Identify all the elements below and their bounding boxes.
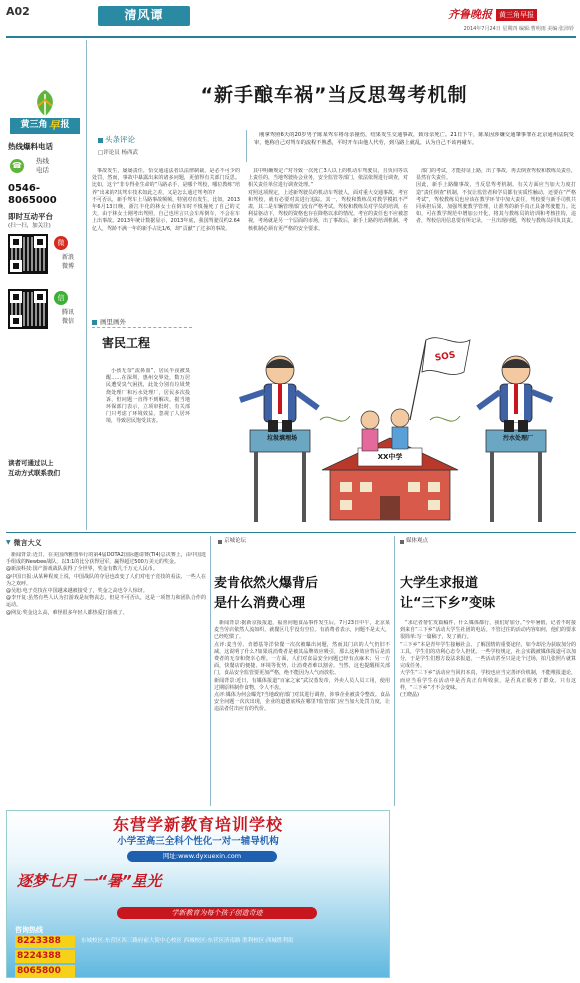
cartoon-sign-right: 污水处理厂 xyxy=(502,435,533,442)
commentary-col1: 事故发生，屡屡责任，恰交通违法者以法律制裁，是必不可少的处罚，然而，事故中暴露出来的诸多问题，更值得有关部门反思。比如，这个“非专得业生命的”马路杀手，是哪个驾校，哪位教练“培养”出来的?其驾车技术如此之差，又是怎么通过驾考的? 不可否认，新手驾车上马路事故频频，特别对有发生，比如，2013年6月13日晚，浙江丰化的林女士在倒车时不慎撞死了自己的丈夫，由于林女士刚考出驾照，自己也坦言只会车库倒车，不会在车上出事故。2013年统计数据显示，2013年底，我国驾驶员约2.64亿人，驾龄不满一年的新手占比1/6，却“贡献”了过多的事故。 xyxy=(92,168,240,232)
interact-title: 即时互动平台 xyxy=(8,212,53,221)
paper-logo xyxy=(448,7,537,23)
phone-icon: ☎ xyxy=(10,159,24,173)
cartoon-sign-school: XX中学 xyxy=(377,453,403,461)
square-bullet-icon xyxy=(92,320,97,325)
cartoon-section-label-text: 画里画外 xyxy=(100,318,126,326)
commentary-label xyxy=(98,135,188,158)
commentary-col3: 部门的考试，才能持证上路，出了事故，再去倒查驾校和教练员责任，显然有失责任。 因此，新手上路酿事故，当反思驾考机制。有关方面应当加大力度打造“责任倒查”机制，不仅让监管者和学员都有实质性触动，还要在“严格考试”，驾校教练员也应该在教学环节中加大责任，驾校要与新手司机共同承担后果，加强驾驶教学管理，让准驾的新手真正具备驾驶能力。比如，可在教学规范中增加公开化，将其与教练员的培训和考核挂钩，违者，驾校信用信息要有所记录，一旦出现问题，驾校与教练员同负其责。 xyxy=(416,168,576,225)
logo-text-bao: 报 xyxy=(60,120,70,131)
cartoon-illustration xyxy=(190,320,576,530)
header-rule xyxy=(6,36,576,38)
hotline-number: 0546- 8065000 xyxy=(8,183,57,206)
hotline-title: 热线爆料电话 xyxy=(8,142,53,151)
ad-promo: 逐梦七月 一“暑”星光 xyxy=(17,872,162,890)
sidebar xyxy=(6,40,84,556)
logo-text-zao: 早 xyxy=(48,119,60,133)
ad-schools: 东城校区:东营区西三路府前大街中心校区 西城校区:东营区济南路 胜利校区:西城胜利街 xyxy=(81,938,294,944)
ad-phone: 8223388 xyxy=(15,935,75,948)
col-a-title: 麦肯依然火爆背后 是什么消费心理 xyxy=(214,576,319,611)
middle-rule xyxy=(6,532,576,533)
col-divider-1 xyxy=(210,536,211,806)
commentary-lead: 刚拿驾照6天的20岁男子陈某驾车将母亲撞伤，结果发生交通事故，致母亲死亡。21日下午，陈某因涉嫌交通肇事罪在北京通州法院受审，他称自己对驾车的流程不熟悉，平时开车由他人代劳，到马路上就乱，认为自己不该再碰车。 xyxy=(254,132,574,146)
ad-promo2: 学新教育为每个孩子创造奇迹 xyxy=(117,907,317,919)
ad-phone: 8065800 xyxy=(15,965,75,978)
commentary-col2: 其中明确规定:“对导致一次死亡3人以上的机动车驾驶员，且负同等以上责任的，当地驾驶协会业务，安全监管等部门，依法依规进行调查，对相关责任单位进行调查处理。” 对照这项规定，上述新驾驶员的机动车驾驶人，面对重大交通事故，考官和驾校，就有必要对其进行追踪。其一，驾校和教练员对教学模拟不严肃，其二是车辆管理部门没有严格考试。驾校和教练员对学员的培训，在利益驱动下，驾校的资格也存在降格以求的情况。考官的责任也不应被忽视，考场就是另一个层面的市场，出了事故后，新手上路的培训机制、考核机制必须有更严格的安全要求。 xyxy=(248,168,408,232)
paper-sub-badge: 黄三角早报 xyxy=(496,9,537,21)
col-a-text: 新闻背景:据新京报报道，福喜问题食品事件发生后，7月23日中午，北京某麦当劳店依然人流如织，就餐区几乎没有空位。有消费者表示，问题不是太大，已经吃惯了。 点评:麦当劳、肯德基等洋快餐一次次被曝出问题，然而其门店的人气仍旧不减，这说明了什么?如果说消费者是被其品牌效应吸引，那么这种效应背后是消费者的无奈和侥幸心理。一方面，人们对食品安全问题已经有点麻木；另一方面，快餐店的便捷、环境等优势，让消费者难以割舍。当然，这也提醒相关部门，食品安全监管要更加严格，绝不能因为人气而放松。 新闻背景:近日，有媒体报道“百家之家”武汉蒸发帝，外卖人员人员工用，使用过期原料制作食物，令人不齿。 点评:媒体为何会曝光?当地政府部门对其进行调查，涉事企业被责令整改。食品安全问题一次次出现，企业的道德底线在哪里?监管部门应当加大处罚力度，让违法者付出应有的代价。 xyxy=(214,620,390,713)
ad-hotline-label: 咨询热线 xyxy=(15,926,43,934)
col-divider-2 xyxy=(394,536,395,806)
col-b-title: 大学生求报道 让“三下乡”变味 xyxy=(400,576,496,611)
section-title: 清风谭 xyxy=(124,8,164,23)
section-tab xyxy=(98,6,190,26)
commentary-byline: □评论员 杨西武 xyxy=(98,149,138,156)
ad-title: 东营学新教育培训学校 xyxy=(112,815,283,834)
cartoon-sign-left: 垃圾填埋场 xyxy=(266,435,297,442)
col-b-text: “求记者帮忙发篇稿件，什么媒体都行，我们好加分。”今年暑假，记者不时接到来自“三下乡”活动大学生社团的电话。不管过往的活动内容如何，他们的要求很简单:写一篇稿子，发了就行。 “三下乡”本是青年学生接触社会、了解国情的重要途径，如今却沦为获取加分的工具，学生们的功利心态令人担忧。一些学校规定，社会实践被媒体报道可以加分，于是学生们想方设法求报道，一些活动甚至只是走个过场，拍几张照片就算完成任务。 大学生“三下乡”活动应当回归本真，学校也应当完善评价机制，不能唯报道论，而应当看学生在活动中是否真正有所收获，是否真正服务了群众。只有这样，“三下乡”才不会变味。 (王晓晶) xyxy=(400,620,576,699)
ad-url: 网址:www.dyxuexin.com xyxy=(127,851,277,862)
cartoon-title: 害民工程 xyxy=(102,336,151,350)
weibo-label xyxy=(6,538,42,548)
weibo-label-text: 微言大义 xyxy=(13,539,42,547)
hotline-label: 热线 电话 xyxy=(36,157,49,175)
weixin-qr-code xyxy=(8,289,48,329)
cartoon-section-label xyxy=(92,318,126,327)
weibo-icon: 微 xyxy=(54,236,68,250)
lead-divider xyxy=(246,130,247,162)
commentary-label-text: 头条评论 xyxy=(105,135,135,144)
ad-subtitle: 小学至高三全科个性化一对一辅导机构 xyxy=(117,836,279,847)
weibo-qr-code xyxy=(8,234,48,274)
col-a-label xyxy=(218,538,246,546)
square-bullet-icon xyxy=(98,138,103,143)
weixin-label: 腾讯 微信 xyxy=(62,309,75,325)
paper-name: 齐鲁晚报 xyxy=(448,8,492,21)
main-headline: “新手酿车祸”当反思驾考机制 xyxy=(200,84,468,106)
interact-sub: (扫一扫，加关注) xyxy=(8,223,51,229)
leaf-logo-icon xyxy=(30,88,60,118)
weixin-icon: 信 xyxy=(54,291,68,305)
square-bullet-icon xyxy=(400,540,404,544)
logo-text-cn: 黄三角 xyxy=(20,120,48,131)
cartoon-sign-sos: SOS xyxy=(434,350,457,364)
school-advertisement xyxy=(6,810,390,978)
col-a-label-text: 京城论坛 xyxy=(224,538,247,544)
triangle-icon: ▼ xyxy=(6,538,11,546)
brand-logo xyxy=(10,88,80,134)
sidebar-footer: 读者可通过以上 互动方式联系我们 xyxy=(8,459,60,477)
col-b-label xyxy=(400,538,428,546)
weibo-label: 新浪 微博 xyxy=(62,254,75,270)
sidebar-divider xyxy=(86,40,87,530)
col-b-label-text: 媒体观点 xyxy=(406,538,429,544)
weibo-text: 新闻背景:近日，在美国西雅图举行的第4届DOTA2国际邀请赛(TI4)总决赛上，由中国选手组成的Newbee战队，以3:1的比分获得冠军，赢得超过500万美元的奖金。 @新浪科技:国产游戏战队获得了全世界，奖金有数几千万元人民币。 @中国日报:从某种程度上说，中国战队的夺冠也改变了人们对电子竞技的看法，一些人在为之欢呼。 @吴旭:电子竞技在中国越来越被接受了，奖金之高也令人惊讶。 @李开复:虽然有些人认为打游戏是玩物丧志，但是不可否认，这是一项智力和团队合作的运动。 @网友:奖金这么高，难怪很多年轻人都热爱打游戏了。 xyxy=(6,552,206,616)
page-number: A02 xyxy=(6,5,30,18)
ad-phone: 8224388 xyxy=(15,950,75,963)
ad-phone-list xyxy=(15,935,75,978)
cartoon-text: 小孩无奈“流鼻血”，居民半夜被臭醒……在深圳，惠州交界处，数万居民遭受臭气困扰，此处分别有垃圾焚烧处理厂和污水处理厂，居民多次投诉，但问题一直得不到解决。据当地环保部门表示，立项审批时，有关部门只考虑了环境效益，忽视了人居环境，导致居民饱受其害。 xyxy=(106,368,190,425)
cartoon-section-rule xyxy=(92,327,192,328)
square-bullet-icon xyxy=(218,540,222,544)
page-meta: 2014年7月24日 星期四 编辑:曹明雨 美编:张沛铃 xyxy=(463,26,574,32)
